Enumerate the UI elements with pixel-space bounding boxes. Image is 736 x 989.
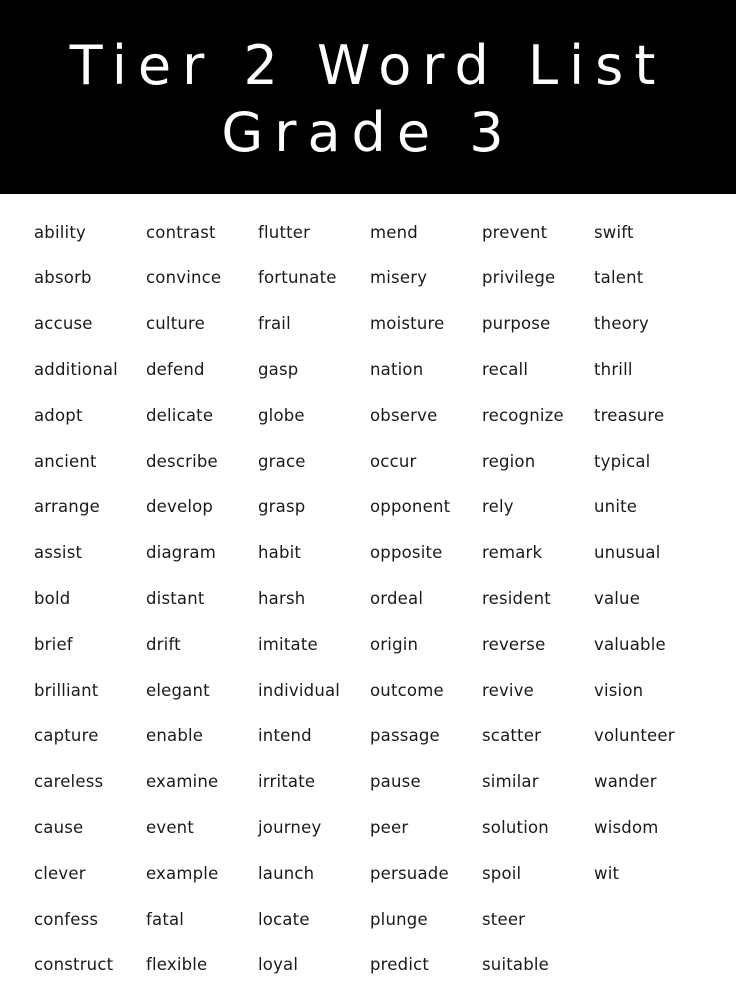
- word-item: capture: [34, 726, 99, 746]
- word-item: peer: [370, 818, 409, 837]
- word-item: loyal: [258, 955, 299, 975]
- word-item: harsh: [258, 589, 306, 609]
- word-item: example: [146, 863, 219, 883]
- word-item: similar: [482, 772, 539, 792]
- word-item: culture: [146, 314, 206, 334]
- word-item: steer: [482, 909, 526, 929]
- word-item: mend: [370, 222, 418, 242]
- word-column: [482, 210, 594, 989]
- word-item: frail: [258, 314, 291, 334]
- word-item: typical: [594, 451, 651, 471]
- word-item: [594, 943, 706, 989]
- word-item: wit: [594, 863, 620, 883]
- word-item: enable: [146, 726, 204, 746]
- word-item: ancient: [34, 451, 97, 471]
- word-item: unusual: [594, 543, 661, 563]
- word-item: revive: [482, 680, 535, 700]
- word-item: fatal: [146, 909, 185, 929]
- word-item: drift: [146, 634, 181, 654]
- word-item: cause: [34, 818, 84, 837]
- word-item: treasure: [594, 405, 665, 425]
- word-item: [594, 897, 706, 943]
- word-item: nation: [370, 360, 424, 380]
- word-item: spoil: [482, 863, 522, 883]
- word-item: vision: [594, 680, 644, 700]
- word-item: suitable: [482, 955, 550, 975]
- word-item: construct: [34, 955, 114, 975]
- word-item: defend: [146, 360, 205, 380]
- word-item: irritate: [258, 772, 316, 792]
- word-item: passage: [370, 726, 440, 746]
- word-item: moisture: [370, 314, 445, 334]
- word-item: purpose: [482, 314, 551, 334]
- word-item: pause: [370, 772, 421, 792]
- word-item: contrast: [146, 222, 216, 242]
- word-item: unite: [594, 497, 638, 517]
- word-list-grid: [0, 194, 736, 989]
- word-item: flexible: [146, 955, 208, 975]
- word-item: volunteer: [594, 726, 675, 746]
- word-item: arrange: [34, 497, 100, 517]
- word-column: [258, 210, 370, 989]
- word-item: launch: [258, 863, 315, 883]
- word-item: careless: [34, 772, 104, 792]
- word-item: flutter: [258, 222, 311, 242]
- word-item: additional: [34, 360, 118, 380]
- word-item: swift: [594, 222, 634, 242]
- word-item: confess: [34, 909, 99, 929]
- word-item: delicate: [146, 405, 214, 425]
- word-item: remark: [482, 543, 543, 563]
- word-item: distant: [146, 589, 205, 609]
- word-item: grasp: [258, 497, 306, 517]
- word-item: develop: [146, 497, 214, 517]
- word-item: habit: [258, 543, 302, 563]
- word-item: journey: [258, 818, 322, 837]
- word-item: prevent: [482, 222, 548, 242]
- word-item: bold: [34, 589, 71, 609]
- word-item: imitate: [258, 634, 318, 654]
- word-item: reverse: [482, 634, 546, 654]
- word-column: [146, 210, 258, 989]
- word-item: opponent: [370, 497, 451, 517]
- word-item: wisdom: [594, 818, 659, 837]
- word-item: plunge: [370, 909, 428, 929]
- word-item: solution: [482, 818, 549, 837]
- word-item: grace: [258, 451, 306, 471]
- word-item: predict: [370, 955, 430, 975]
- word-item: rely: [482, 497, 514, 517]
- word-item: fortunate: [258, 268, 337, 288]
- word-item: value: [594, 589, 641, 609]
- word-item: absorb: [34, 268, 92, 288]
- word-item: theory: [594, 314, 649, 334]
- word-item: describe: [146, 451, 218, 471]
- word-item: occur: [370, 451, 417, 471]
- word-item: recall: [482, 360, 529, 380]
- word-item: ordeal: [370, 589, 424, 609]
- word-column: [34, 210, 146, 989]
- word-item: brilliant: [34, 680, 99, 700]
- page-title-line-1: Tier 2 Word List: [69, 34, 667, 98]
- word-item: brief: [34, 634, 73, 654]
- word-item: thrill: [594, 360, 633, 380]
- word-item: clever: [34, 863, 86, 883]
- word-item: wander: [594, 772, 657, 792]
- word-item: opposite: [370, 543, 443, 563]
- word-item: diagram: [146, 543, 217, 563]
- word-column: [370, 210, 482, 989]
- word-item: event: [146, 818, 194, 837]
- word-item: outcome: [370, 680, 444, 700]
- word-item: intend: [258, 726, 312, 746]
- word-item: observe: [370, 405, 438, 425]
- word-item: scatter: [482, 726, 542, 746]
- word-item: misery: [370, 268, 428, 288]
- word-item: gasp: [258, 360, 299, 380]
- page-title-line-2: Grade 3: [221, 101, 515, 164]
- word-item: assist: [34, 543, 83, 563]
- word-column: [594, 210, 706, 989]
- word-item: locate: [258, 909, 310, 929]
- word-item: ability: [34, 222, 86, 242]
- word-item: accuse: [34, 314, 93, 334]
- word-item: talent: [594, 268, 644, 288]
- word-item: adopt: [34, 405, 83, 425]
- word-item: region: [482, 451, 536, 471]
- word-item: resident: [482, 589, 551, 609]
- word-item: valuable: [594, 634, 666, 654]
- word-item: convince: [146, 268, 222, 288]
- word-item: persuade: [370, 863, 449, 883]
- word-item: recognize: [482, 405, 564, 425]
- word-item: individual: [258, 680, 341, 700]
- word-item: origin: [370, 634, 419, 654]
- page-header: [0, 0, 736, 194]
- word-item: globe: [258, 405, 305, 425]
- word-item: examine: [146, 772, 219, 792]
- word-item: elegant: [146, 680, 210, 700]
- word-item: privilege: [482, 268, 556, 288]
